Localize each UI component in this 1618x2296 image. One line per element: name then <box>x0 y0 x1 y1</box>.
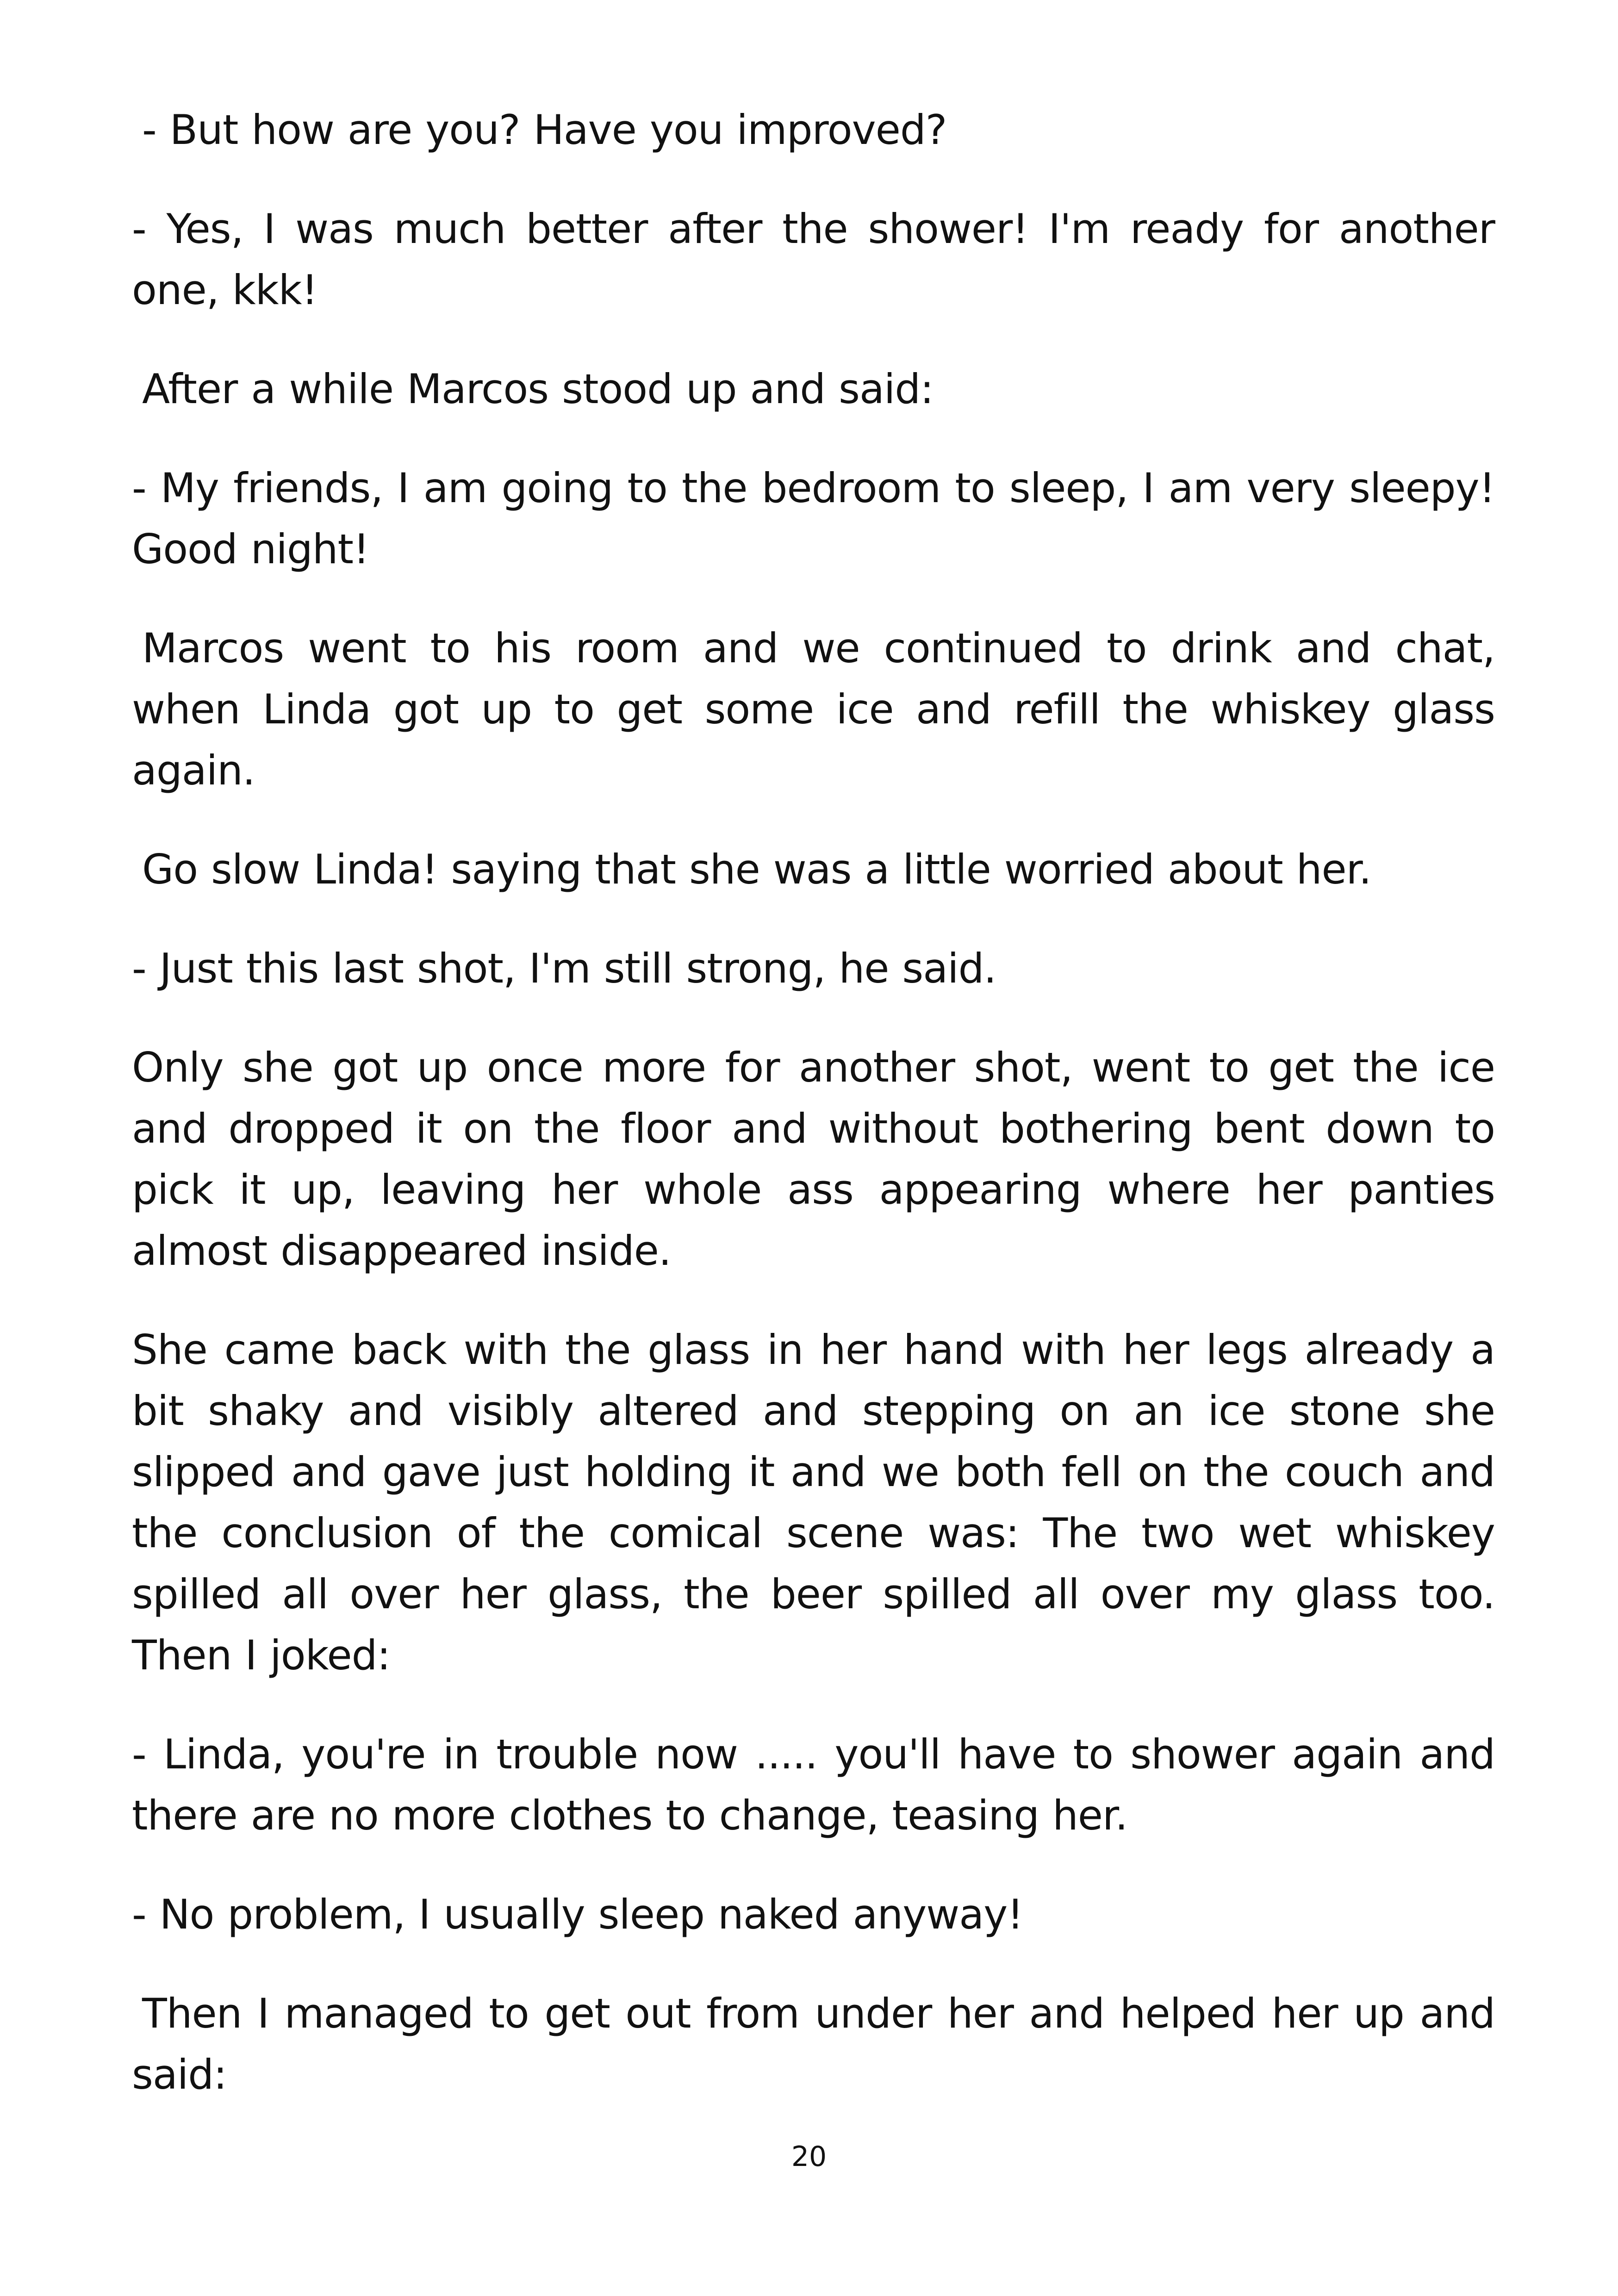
page-number: 20 <box>791 2140 827 2173</box>
paragraph: Go slow Linda! saying that she was a little worried about her. <box>142 846 1371 893</box>
body-text <box>132 100 1495 2143</box>
paragraph: - No problem, I usually sleep naked anyway! <box>132 1891 1023 1938</box>
paragraph: - But how are you? Have you improved? <box>142 106 947 154</box>
paragraph: After a while Marcos stood up and said: <box>142 365 933 413</box>
paragraph: Only she got up once more for another shot, went to get the ice and dropped it on the floor and without bothering bent down to pick it up, leaving her whole ass appearing where her panties almost disappeared inside. <box>132 1044 1495 1275</box>
paragraph: - Yes, I was much better after the shower! I'm ready for another one, kkk! <box>132 205 1495 314</box>
paragraph: - Linda, you're in trouble now ..... you'll have to shower again and there are no more clothes to change, teasing her. <box>132 1730 1495 1839</box>
paragraph: - My friends, I am going to the bedroom to sleep, I am very sleepy! Good night! <box>132 464 1495 573</box>
paragraph: - Just this last shot, I'm still strong, he said. <box>132 945 996 992</box>
paragraph: Then I managed to get out from under her and helped her up and said: <box>132 1990 1495 2098</box>
paragraph: Marcos went to his room and we continued to drink and chat, when Linda got up to get some ice and refill the whiskey glass again. <box>132 624 1495 794</box>
paragraph: She came back with the glass in her hand with her legs already a bit shaky and visibly altered and stepping on an ice stone she slipped and gave just holding it and we both fell on the couch and the conclusion of the comical scene was: The two wet whiskey spilled all over her glass, the beer spilled all over my glass too. Then I joked: <box>132 1326 1495 1679</box>
